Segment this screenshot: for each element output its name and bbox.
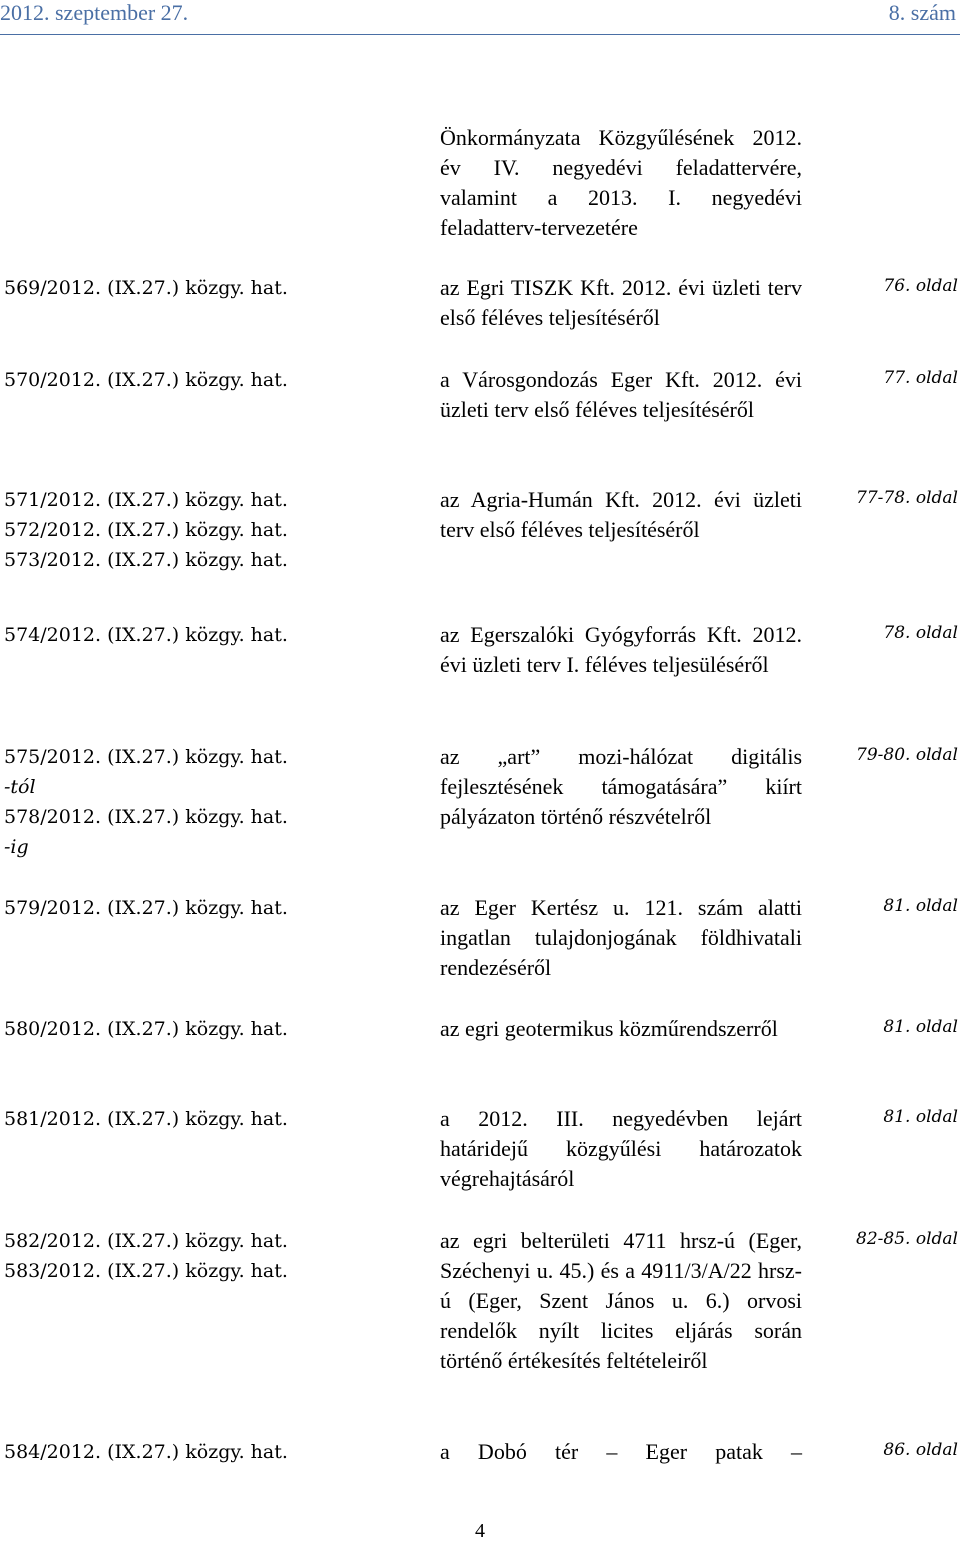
header-date: 2012. szeptember 27. [0,0,189,25]
entry-description: az egri geotermikus közműrendszerről [440,1016,778,1041]
resolution-ref: 575/2012. (IX.27.) közgy. hat. [4,746,288,768]
entry-page: 76. oldal [883,276,958,296]
page-number: 4 [475,1520,485,1542]
entry-page: 82-85. oldal [856,1229,958,1249]
entry-refs [4,273,288,303]
resolution-ref: 570/2012. (IX.27.) közgy. hat. [4,369,288,391]
resolution-ref: 580/2012. (IX.27.) közgy. hat. [4,1018,288,1040]
entry-refs [4,485,288,575]
resolution-ref: 571/2012. (IX.27.) közgy. hat. [4,489,288,511]
entry-description: a Dobó tér – Eger patak – [440,1439,802,1464]
resolution-ref: 574/2012. (IX.27.) közgy. hat. [4,624,288,646]
entry-page: 81. oldal [883,896,958,916]
entry-description: az Egri TISZK Kft. 2012. évi üzleti terv első féléves teljesítéséről [440,275,802,330]
entry-page: 78. oldal [883,623,958,643]
entry-refs [4,1014,288,1044]
entry-refs [4,620,288,650]
resolution-ref: 582/2012. (IX.27.) közgy. hat. [4,1230,288,1252]
entry-description: a 2012. III. negyedévben lejárt határidejű közgyűlési határozatok végrehajtásáról [440,1106,802,1191]
resolution-ref: 572/2012. (IX.27.) közgy. hat. [4,519,288,541]
resolution-ref: 573/2012. (IX.27.) közgy. hat. [4,549,288,571]
entry-description: az egri belterületi 4711 hrsz-ú (Eger, Széchenyi u. 45.) és a 4911/3/A/22 hrsz-ú (Eger, Szent János u. 6.) orvosi rendelők nyílt licites eljárás során történő értékesítés feltételeiről [440,1228,802,1373]
header-rule [0,34,960,35]
intro-description: Önkormányzata Közgyűlésének 2012. év IV. negyedévi feladattervére, valamint a 2013. I. negyedévi feladatterv-tervezetére [440,125,802,240]
entry-page: 81. oldal [883,1017,958,1037]
entry-refs [4,1437,288,1467]
resolution-ref: 578/2012. (IX.27.) közgy. hat. [4,806,288,828]
resolution-ref: 583/2012. (IX.27.) közgy. hat. [4,1260,288,1282]
entry-description: az Agria-Humán Kft. 2012. évi üzleti terv első féléves teljesítéséről [440,487,802,542]
resolution-ref: 579/2012. (IX.27.) közgy. hat. [4,897,288,919]
entry-refs [4,1104,288,1134]
entry-page: 77. oldal [883,368,958,388]
entry-description: az Eger Kertész u. 121. szám alatti ingatlan tulajdonjogának földhivatali rendezéséről [440,895,802,980]
entry-refs [4,1226,288,1286]
header-issue: 8. szám [888,0,956,25]
entry-page: 79-80. oldal [856,745,958,765]
entry-page: 77-78. oldal [856,488,958,508]
entry-description: az „art” mozi-hálózat digitális fejlesztésének támogatására” kiírt pályázaton történő részvételről [440,744,802,829]
entry-refs [4,893,288,923]
entry-page: 86. oldal [883,1440,958,1460]
range-to-suffix: -ig [4,836,29,858]
entry-page: 81. oldal [883,1107,958,1127]
resolution-ref: 569/2012. (IX.27.) közgy. hat. [4,277,288,299]
entry-refs [4,365,288,395]
entry-description: a Városgondozás Eger Kft. 2012. évi üzleti terv első féléves teljesítéséről [440,367,802,422]
resolution-ref: 581/2012. (IX.27.) közgy. hat. [4,1108,288,1130]
range-from-suffix: -tól [4,776,36,798]
entry-refs [4,742,288,862]
entry-description: az Egerszalóki Gyógyforrás Kft. 2012. évi üzleti terv I. féléves teljesüléséről [440,622,802,677]
resolution-ref: 584/2012. (IX.27.) közgy. hat. [4,1441,288,1463]
